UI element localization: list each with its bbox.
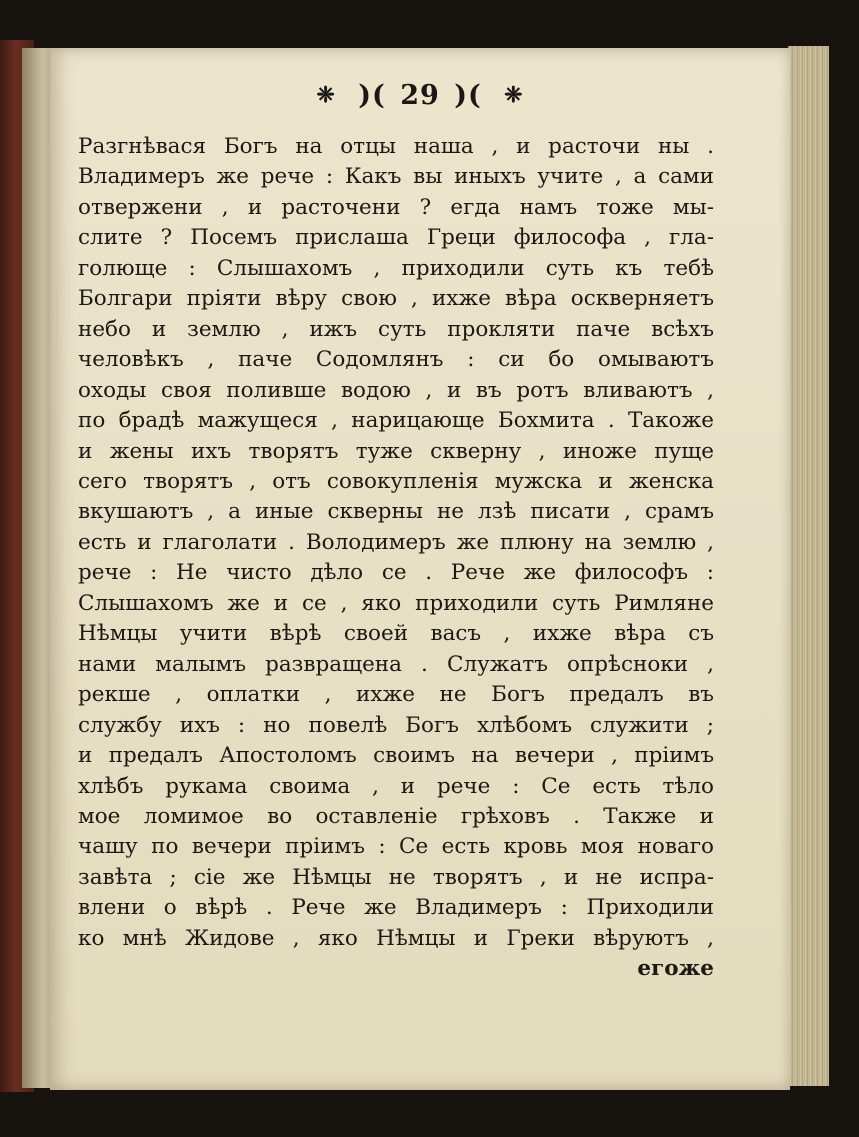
text-line: Владимеръ же рече : Какъ вы иныхъ учите , а сами — [78, 164, 714, 190]
left-page-edge — [22, 48, 53, 1088]
text-line: завѣта ; сіе же Нѣмцы не творятъ , и не испра- — [78, 864, 714, 890]
text-line: вкушаютъ , а иные скверны не лзѣ писати , срамъ — [78, 499, 714, 525]
text-line: Слышахомъ же и се , яко приходили суть Римляне — [78, 590, 714, 616]
text-line: Болгари пріяти вѣру свою , ихже вѣра оскверняетъ — [78, 286, 714, 312]
text-line: рекше , оплатки , ихже не Богъ предалъ въ — [78, 682, 714, 708]
text-line: ко мнѣ Жидове , яко Нѣмцы и Греки вѣруютъ , — [78, 925, 714, 951]
text-line: Разгнѣвася Богъ на отцы наша , и расточи ны . — [78, 134, 714, 159]
header-paren-left: )( — [358, 80, 386, 111]
text-line: службу ихъ : но повелѣ Богъ хлѣбомъ служити ; — [78, 712, 714, 738]
header-paren-right: )( — [454, 80, 482, 111]
ornament-left-icon: ❈ — [316, 82, 336, 108]
text-line: мое ломимое во оставленіе грѣховъ . Также и — [78, 803, 714, 829]
text-line: оходы своя поливше водою , и въ ротъ вливаютъ , — [78, 377, 714, 403]
text-line: Нѣмцы учити вѣрѣ своей васъ , ихже вѣра съ — [78, 621, 714, 647]
book-page — [50, 48, 790, 1090]
text-line: хлѣбъ рукама своима , и рече : Се есть тѣло — [78, 773, 714, 799]
text-line: по брадѣ мажущеся , нарицающе Бохмита . Такоже — [78, 408, 714, 434]
text-line: слите ? Посемъ прислаша Греци философа , гла- — [78, 225, 714, 251]
text-line: нами малымъ развращена . Служатъ опрѣсноки , — [78, 651, 714, 677]
text-line: голюще : Слышахомъ , приходили суть къ тебѣ — [78, 255, 714, 281]
text-line: влени о вѣрѣ . Рече же Владимеръ : Приходили — [78, 895, 714, 921]
text-line: чашу по вечери пріимъ : Се есть кровь моя новаго — [78, 834, 714, 860]
text-line: и предалъ Апостоломъ своимъ на вечери , пріимъ — [78, 743, 714, 769]
right-page-edges — [788, 46, 829, 1086]
text-line: и жены ихъ творятъ туже скверну , иноже пуще — [78, 438, 714, 464]
text-line: человѣкъ , паче Содомлянъ : си бо омываютъ — [78, 347, 714, 373]
ornament-right-icon: ❈ — [504, 82, 524, 108]
catchword: егоже — [637, 956, 714, 982]
running-header — [50, 80, 790, 111]
text-line: отвержени , и расточени ? егда намъ тоже мы- — [78, 194, 714, 220]
text-line: есть и глаголати . Володимеръ же плюну на землю , — [78, 529, 714, 555]
text-line: сего творятъ , отъ совокупленія мужска и женска — [78, 468, 714, 494]
body-text — [78, 132, 714, 985]
text-line: небо и землю , ижъ суть прокляти паче всѣхъ — [78, 316, 714, 342]
text-line: рече : Не чисто дѣло се . Рече же философъ : — [78, 560, 714, 586]
page-number: 29 — [400, 80, 440, 111]
